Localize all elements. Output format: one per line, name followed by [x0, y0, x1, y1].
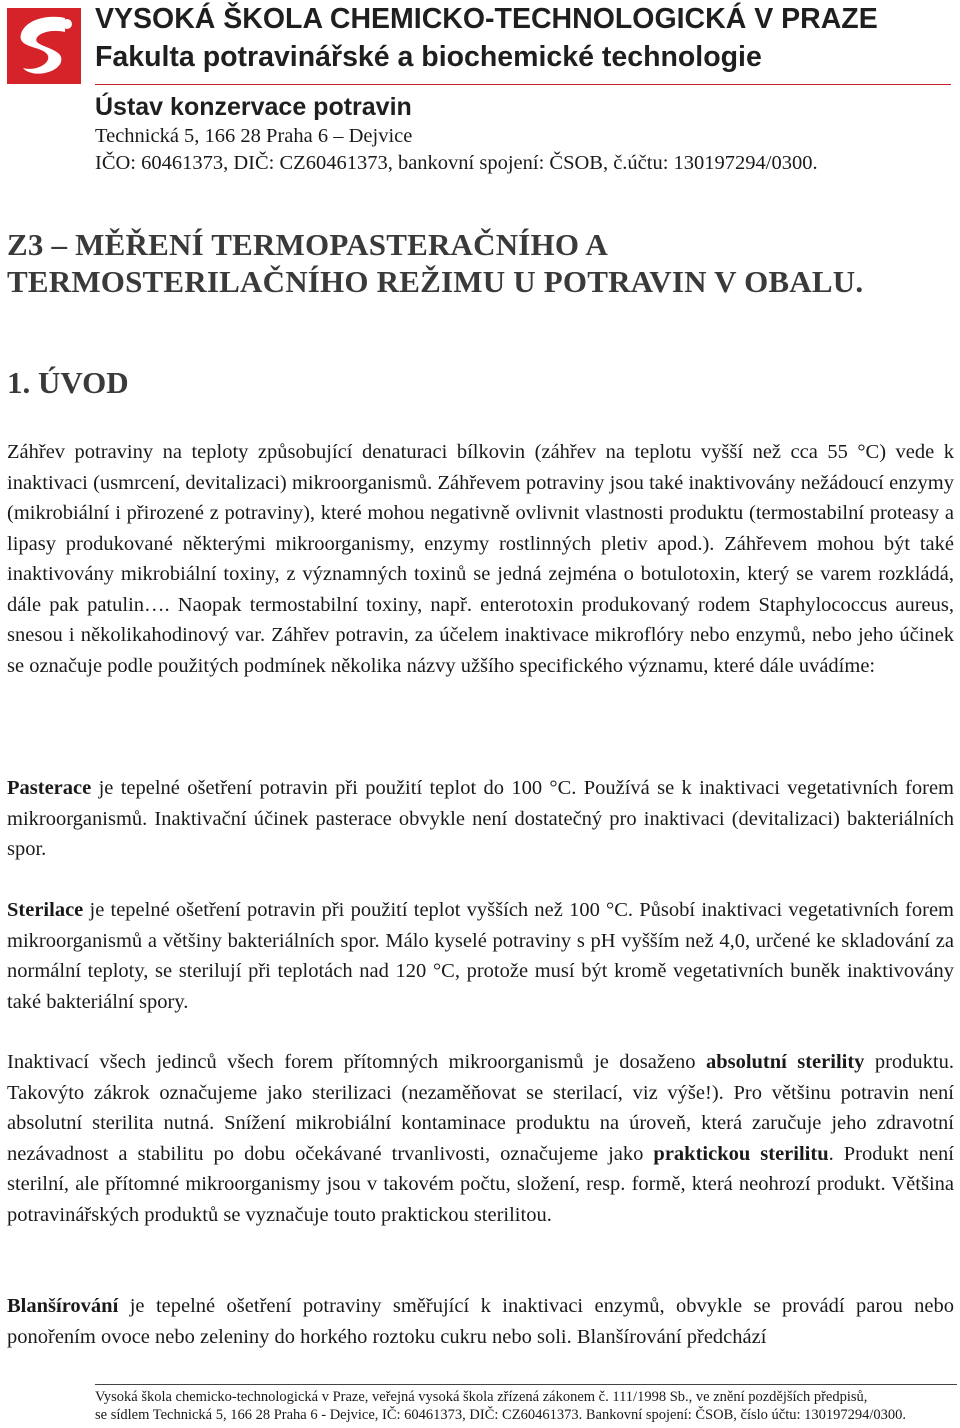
sterilace-paragraph: [7, 895, 954, 1017]
term-absolute-sterility: absolutní sterility: [705, 1051, 865, 1073]
address-line: Technická 5, 166 28 Praha 6 – Dejvice: [95, 125, 413, 147]
institution-name: VYSOKÁ ŠKOLA CHEMICKO-TECHNOLOGICKÁ V PRAZE: [95, 3, 878, 35]
term-sterilace: Sterilace: [7, 899, 84, 921]
footer: [95, 1389, 957, 1424]
blansirovani-paragraph: [7, 1291, 954, 1352]
sterility-text-3: . Produkt není sterilní, ale přítomné mikroorganismy jsou v takovém počtu, složení, resp. formě, která neohrozí produkt. Většina potravinářských produktů se vyznačuje touto praktickou sterilitou.: [7, 1142, 954, 1226]
vscht-logo-icon: [7, 8, 81, 84]
pasterace-paragraph: [7, 773, 954, 865]
document-title: [7, 226, 863, 300]
intro-paragraph: Záhřev potraviny na teploty způsobující denaturaci bílkovin (záhřev na teplotu vyšší než cca 55 °C) vede k inaktivaci (usmrcení, devitalizaci) mikroorganismů. Záhřevem potraviny jsou také inaktivovány nežádoucí enzymy (mikrobiální i přirozené z potraviny), které mohou negativně ovlivnit vlastnosti produktu (termostabilní proteasy a lipasy produkované některými mikroorganismy, enzymy rostlinných pletiv apod.). Záhřevem mohou být také inaktivovány mikrobiální toxiny, z významných toxinů se jedná zejména o botulotoxin, který se varem rozkládá, dále pak patulin…. Naopak termostabilní toxiny, např. enterotoxin produkovaný rodem Staphylococcus aureus, snesou i několikahodinový var. Záhřev potravin, za účelem inaktivace mikroflóry nebo enzymů, nebo jeho účinek se označuje podle použitých podmínek několika názvy užšího specifického významu, které dále uvádíme:: [7, 441, 954, 677]
title-line-1: Z3 – MĚŘENÍ TERMOPASTERAČNÍHO A: [7, 227, 609, 262]
sterility-text-1: Inaktivací všech jedinců všech forem přítomných mikroorganismů je dosaženo: [7, 1051, 706, 1073]
company-ids-line: IČO: 60461373, DIČ: CZ60461373, bankovní spojení: ČSOB, č.účtu: 130197294/0300.: [95, 152, 818, 174]
department-name: Ústav konzervace potravin: [95, 93, 412, 121]
footer-line-1: Vysoká škola chemicko-technologická v Praze, veřejná vysoká škola zřízená zákonem č. 111/1998 Sb., ve znění pozdějších předpisů,: [95, 1389, 868, 1405]
faculty-name: Fakulta potravinářské a biochemické technologie: [95, 41, 762, 73]
footer-line-2: se sídlem Technická 5, 166 28 Praha 6 - Dejvice, IČ: 60461373, DIČ: CZ60461373. Bankovní spojení: ČSOB, číslo účtu: 130197294/0300.: [95, 1406, 907, 1423]
header-divider: [95, 84, 951, 85]
section-heading-intro: 1. ÚVOD: [7, 365, 129, 400]
term-pasterace: Pasterace: [7, 777, 92, 799]
pasterace-text: je tepelné ošetření potravin při použití teplot do 100 °C. Používá se k inaktivaci vegetativních forem mikroorganismů. Inaktivační účinek pasterace obvykle není dostatečný pro inaktivaci (devitalizaci) bakteriálních spor.: [7, 777, 954, 860]
title-line-2: TERMOSTERILAČNÍHO REŽIMU U POTRAVIN V OBALU.: [7, 264, 864, 299]
blansirovani-text: je tepelné ošetření potraviny směřující k inaktivaci enzymů, obvykle se provádí parou nebo ponořením ovoce nebo zeleniny do horkého roztoku cukru nebo soli. Blanšírování předchází: [7, 1295, 954, 1348]
term-practical-sterility: praktickou sterilitu: [653, 1142, 829, 1165]
sterility-paragraph: [7, 1047, 954, 1230]
sterilace-text: je tepelné ošetření potravin při použití teplot vyšších než 100 °C. Působí inaktivaci vegetativních forem mikroorganismů a většiny bakteriálních spor. Málo kyselé potraviny s pH vyšším než 4,0, určené ke skladování za normální teploty, se sterilují při teplotách nad 120 °C, protože musí být kromě vegetativních buněk inaktivovány také bakteriální spory.: [7, 899, 954, 1013]
sterility-text-2: produktu. Takovýto zákrok označujeme jako sterilizaci (nezaměňovat se sterilací, viz výše!). Pro většinu potravin není absolutní sterilita nutná. Snížení mikrobiální kontaminace produktu na úroveň, která zaručuje jeho zdravotní nezávadnost a stabilitu po dobu očekávané trvanlivosti, označujeme jako: [7, 1051, 954, 1165]
term-blansirovani: Blanšírování: [7, 1295, 119, 1317]
footer-divider: [95, 1384, 957, 1385]
